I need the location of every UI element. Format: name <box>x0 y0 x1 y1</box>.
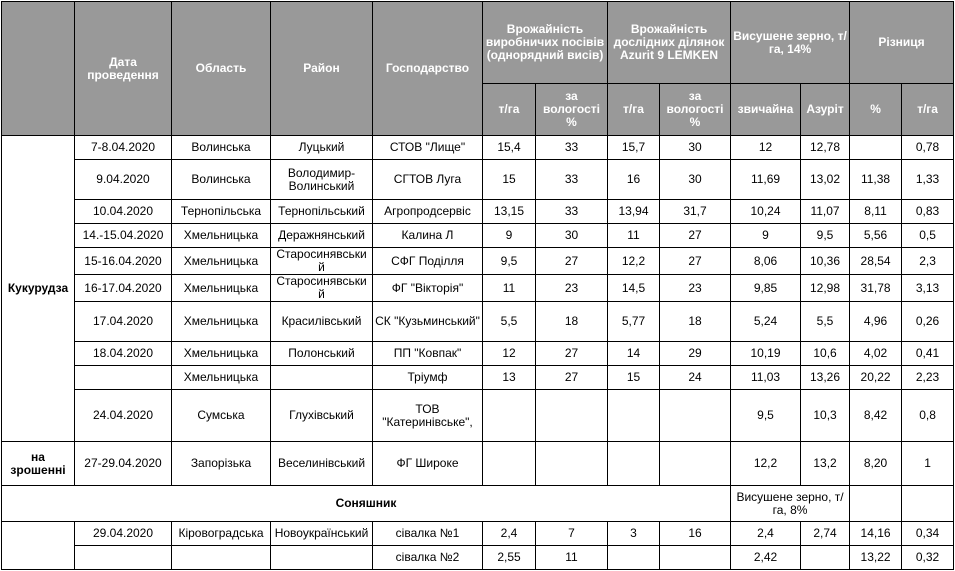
cell-test-t-ha <box>608 390 660 442</box>
cell-empty <box>902 486 954 522</box>
table-row <box>2 248 954 275</box>
cell-date: 9.04.2020 <box>75 160 172 200</box>
cell-farm: ФГ "Вікторія" <box>373 275 483 302</box>
cell-date: 15-16.04.2020 <box>75 248 172 275</box>
cell-farm: ТОВ "Катеринівське", <box>373 390 483 442</box>
cell-diff-percent: 5,56 <box>850 224 902 248</box>
cell-dried-ordinary: 12 <box>731 136 801 160</box>
cell-diff-percent: 20,22 <box>850 366 902 390</box>
subheader-moisture: за вологості % <box>536 84 608 136</box>
cell-prod-t-ha <box>483 390 536 442</box>
cell-dried-ordinary: 2,42 <box>731 546 801 570</box>
cell-dried-azurit: 12,98 <box>801 275 850 302</box>
cell-test-t-ha: 14 <box>608 342 660 366</box>
cell-raion <box>271 546 373 570</box>
cell-prod-t-ha: 9,5 <box>483 248 536 275</box>
cell-diff-percent: 14,16 <box>850 522 902 546</box>
cell-date: 18.04.2020 <box>75 342 172 366</box>
cell-farm: Агропродсервіс <box>373 200 483 224</box>
subheader-ordinary: звичайна <box>731 84 801 136</box>
cell-dried-ordinary: 9,85 <box>731 275 801 302</box>
cell-test-moisture <box>660 390 731 442</box>
cell-test-moisture <box>660 546 731 570</box>
cell-diff-percent: 8,42 <box>850 390 902 442</box>
cell-raion: Старосинявський <box>271 275 373 302</box>
cell-test-moisture <box>660 442 731 486</box>
subheader-moisture: за вологості % <box>660 84 731 136</box>
cell-diff-percent: 4,96 <box>850 302 902 342</box>
cell-prod-moisture: 27 <box>536 342 608 366</box>
cell-farm: Калина Л <box>373 224 483 248</box>
cell-farm: Тріумф <box>373 366 483 390</box>
cell-oblast: Хмельницька <box>172 248 271 275</box>
cell-date: 14.-15.04.2020 <box>75 224 172 248</box>
cell-farm: ПП "Ковпак" <box>373 342 483 366</box>
cell-raion: Красилівський <box>271 302 373 342</box>
cell-dried-azurit: 10,3 <box>801 390 850 442</box>
cell-raion: Луцький <box>271 136 373 160</box>
cell-diff-percent: 13,22 <box>850 546 902 570</box>
crop-label-corn: Кукурудза <box>2 136 75 442</box>
cell-test-t-ha: 15,7 <box>608 136 660 160</box>
header-date: Дата проведення <box>75 2 172 136</box>
cell-date: 24.04.2020 <box>75 390 172 442</box>
cell-farm: СГТОВ Луга <box>373 160 483 200</box>
cell-prod-t-ha: 2,4 <box>483 522 536 546</box>
cell-oblast: Хмельницька <box>172 366 271 390</box>
cell-dried-azurit <box>801 546 850 570</box>
cell-dried-azurit: 9,5 <box>801 224 850 248</box>
cell-test-moisture: 31,7 <box>660 200 731 224</box>
cell-prod-t-ha: 12 <box>483 342 536 366</box>
cell-oblast: Запорізька <box>172 442 271 486</box>
cell-test-moisture: 24 <box>660 366 731 390</box>
cell-farm: СК "Кузьминський" <box>373 302 483 342</box>
cell-date: 17.04.2020 <box>75 302 172 342</box>
cell-diff-t-ha: 0,83 <box>902 200 954 224</box>
cell-prod-moisture <box>536 442 608 486</box>
cell-oblast: Хмельницька <box>172 275 271 302</box>
table-row <box>2 224 954 248</box>
cell-oblast: Хмельницька <box>172 224 271 248</box>
cell-diff-percent: 8,11 <box>850 200 902 224</box>
cell-dried-azurit: 12,78 <box>801 136 850 160</box>
cell-test-moisture: 23 <box>660 275 731 302</box>
cell-test-moisture: 30 <box>660 136 731 160</box>
cell-oblast: Сумська <box>172 390 271 442</box>
cell-dried-ordinary: 11,69 <box>731 160 801 200</box>
cell-dried-azurit: 13,26 <box>801 366 850 390</box>
cell-diff-percent: 28,54 <box>850 248 902 275</box>
cell-farm: СТОВ "Лище" <box>373 136 483 160</box>
cell-prod-t-ha: 2,55 <box>483 546 536 570</box>
header-production-yield: Врожайність виробничих посівів (однорядний висів) <box>483 2 608 84</box>
cell-diff-percent: 8,20 <box>850 442 902 486</box>
cell-prod-moisture: 33 <box>536 160 608 200</box>
cell-prod-moisture: 7 <box>536 522 608 546</box>
cell-oblast: Хмельницька <box>172 302 271 342</box>
cell-raion: Деражнянський <box>271 224 373 248</box>
cell-diff-percent: 4,02 <box>850 342 902 366</box>
cell-diff-t-ha: 3,13 <box>902 275 954 302</box>
header-raion: Район <box>271 2 373 136</box>
table-row <box>2 390 954 442</box>
cell-diff-t-ha: 0,41 <box>902 342 954 366</box>
cell-dried-azurit: 5,5 <box>801 302 850 342</box>
cell-prod-moisture: 18 <box>536 302 608 342</box>
table-row <box>2 200 954 224</box>
sunflower-dried-header: Висушене зерно, т/га, 8% <box>731 486 850 522</box>
subheader-t-ha: т/га <box>483 84 536 136</box>
header-corner <box>2 2 75 136</box>
cell-farm: сівалка №2 <box>373 546 483 570</box>
cell-dried-azurit: 2,74 <box>801 522 850 546</box>
cell-date: 27-29.04.2020 <box>75 442 172 486</box>
header-difference: Різниця <box>850 2 954 84</box>
table-row <box>2 342 954 366</box>
cell-prod-t-ha: 5,5 <box>483 302 536 342</box>
cell-raion: Новоукраїнський <box>271 522 373 546</box>
table-row <box>2 136 954 160</box>
subheader-t-ha: т/га <box>608 84 660 136</box>
cell-test-moisture: 18 <box>660 302 731 342</box>
cell-prod-moisture: 27 <box>536 248 608 275</box>
header-test-yield: Врожайність дослідних ділянок Azurit 9 LEMKEN <box>608 2 731 84</box>
cell-raion: Старосинявський <box>271 248 373 275</box>
cell-prod-t-ha: 15,4 <box>483 136 536 160</box>
section-row <box>2 486 954 522</box>
cell-test-t-ha: 5,77 <box>608 302 660 342</box>
cell-prod-t-ha <box>483 442 536 486</box>
crop-label-sunflower: Соняшник <box>2 486 731 522</box>
cell-date <box>75 546 172 570</box>
cell-diff-percent: 11,38 <box>850 160 902 200</box>
cell-oblast: Волинська <box>172 136 271 160</box>
cell-dried-azurit: 13,2 <box>801 442 850 486</box>
cell-prod-t-ha: 13,15 <box>483 200 536 224</box>
cell-diff-t-ha: 0,78 <box>902 136 954 160</box>
subheader-percent: % <box>850 84 902 136</box>
cell-test-moisture: 27 <box>660 248 731 275</box>
header-farm: Господарство <box>373 2 483 136</box>
cell-test-t-ha: 11 <box>608 224 660 248</box>
cell-prod-moisture: 30 <box>536 224 608 248</box>
cell-prod-moisture: 11 <box>536 546 608 570</box>
cell-test-moisture: 29 <box>660 342 731 366</box>
cell-prod-t-ha: 9 <box>483 224 536 248</box>
cell-dried-azurit: 10,6 <box>801 342 850 366</box>
cell-oblast: Кіровоградська <box>172 522 271 546</box>
cell-empty <box>2 522 75 570</box>
cell-date: 7-8.04.2020 <box>75 136 172 160</box>
cell-farm: сівалка №1 <box>373 522 483 546</box>
cell-oblast: Волинська <box>172 160 271 200</box>
cell-dried-azurit: 11,07 <box>801 200 850 224</box>
cell-test-moisture: 27 <box>660 224 731 248</box>
cell-test-t-ha: 12,2 <box>608 248 660 275</box>
cell-empty <box>850 486 902 522</box>
cell-prod-moisture <box>536 390 608 442</box>
cell-test-t-ha: 15 <box>608 366 660 390</box>
header-oblast: Область <box>172 2 271 136</box>
cell-diff-t-ha: 0,8 <box>902 390 954 442</box>
cell-prod-moisture: 27 <box>536 366 608 390</box>
cell-prod-t-ha: 15 <box>483 160 536 200</box>
cell-raion: Володимир-Волинський <box>271 160 373 200</box>
cell-prod-t-ha: 11 <box>483 275 536 302</box>
cell-diff-t-ha: 1,33 <box>902 160 954 200</box>
table-header <box>2 2 954 136</box>
cell-test-moisture: 16 <box>660 522 731 546</box>
cell-date: 16-17.04.2020 <box>75 275 172 302</box>
cell-raion <box>271 366 373 390</box>
cell-test-t-ha: 3 <box>608 522 660 546</box>
cell-prod-moisture: 33 <box>536 136 608 160</box>
table-body <box>2 136 954 570</box>
subheader-azurit: Азуріт <box>801 84 850 136</box>
cell-dried-ordinary: 10,24 <box>731 200 801 224</box>
cell-dried-ordinary: 12,2 <box>731 442 801 486</box>
crop-label-irrigated: на зрошенні <box>2 442 75 486</box>
cell-farm: ФГ Широке <box>373 442 483 486</box>
cell-diff-percent <box>850 136 902 160</box>
cell-date: 29.04.2020 <box>75 522 172 546</box>
cell-diff-t-ha: 0,26 <box>902 302 954 342</box>
table-row <box>2 275 954 302</box>
table-row <box>2 366 954 390</box>
table-row <box>2 160 954 200</box>
cell-raion: Глухівський <box>271 390 373 442</box>
cell-diff-t-ha: 2,3 <box>902 248 954 275</box>
cell-oblast: Хмельницька <box>172 342 271 366</box>
cell-test-t-ha: 16 <box>608 160 660 200</box>
header-dried-grain: Висушене зерно, т/га, 14% <box>731 2 850 84</box>
cell-diff-t-ha: 1 <box>902 442 954 486</box>
cell-raion: Полонський <box>271 342 373 366</box>
cell-farm: СФГ Поділля <box>373 248 483 275</box>
cell-prod-moisture: 23 <box>536 275 608 302</box>
cell-dried-ordinary: 11,03 <box>731 366 801 390</box>
table-row <box>2 522 954 546</box>
table-row <box>2 302 954 342</box>
cell-oblast: Тернопільська <box>172 200 271 224</box>
cell-dried-ordinary: 2,4 <box>731 522 801 546</box>
cell-dried-azurit: 10,36 <box>801 248 850 275</box>
cell-test-t-ha: 13,94 <box>608 200 660 224</box>
cell-diff-t-ha: 0,34 <box>902 522 954 546</box>
cell-test-moisture: 30 <box>660 160 731 200</box>
cell-dried-ordinary: 8,06 <box>731 248 801 275</box>
cell-prod-moisture: 33 <box>536 200 608 224</box>
cell-diff-percent: 31,78 <box>850 275 902 302</box>
cell-dried-ordinary: 5,24 <box>731 302 801 342</box>
cell-test-t-ha <box>608 546 660 570</box>
cell-test-t-ha: 14,5 <box>608 275 660 302</box>
cell-diff-t-ha: 0,32 <box>902 546 954 570</box>
table-row <box>2 442 954 486</box>
subheader-t-ha: т/га <box>902 84 954 136</box>
cell-raion: Веселинівський <box>271 442 373 486</box>
cell-diff-t-ha: 0,5 <box>902 224 954 248</box>
cell-test-t-ha <box>608 442 660 486</box>
cell-prod-t-ha: 13 <box>483 366 536 390</box>
cell-raion: Тернопільський <box>271 200 373 224</box>
cell-dried-azurit: 13,02 <box>801 160 850 200</box>
cell-dried-ordinary: 9 <box>731 224 801 248</box>
cell-date <box>75 366 172 390</box>
cell-diff-t-ha: 2,23 <box>902 366 954 390</box>
yield-comparison-table <box>1 1 954 570</box>
table-row <box>2 546 954 570</box>
cell-date: 10.04.2020 <box>75 200 172 224</box>
cell-oblast <box>172 546 271 570</box>
cell-dried-ordinary: 9,5 <box>731 390 801 442</box>
cell-dried-ordinary: 10,19 <box>731 342 801 366</box>
